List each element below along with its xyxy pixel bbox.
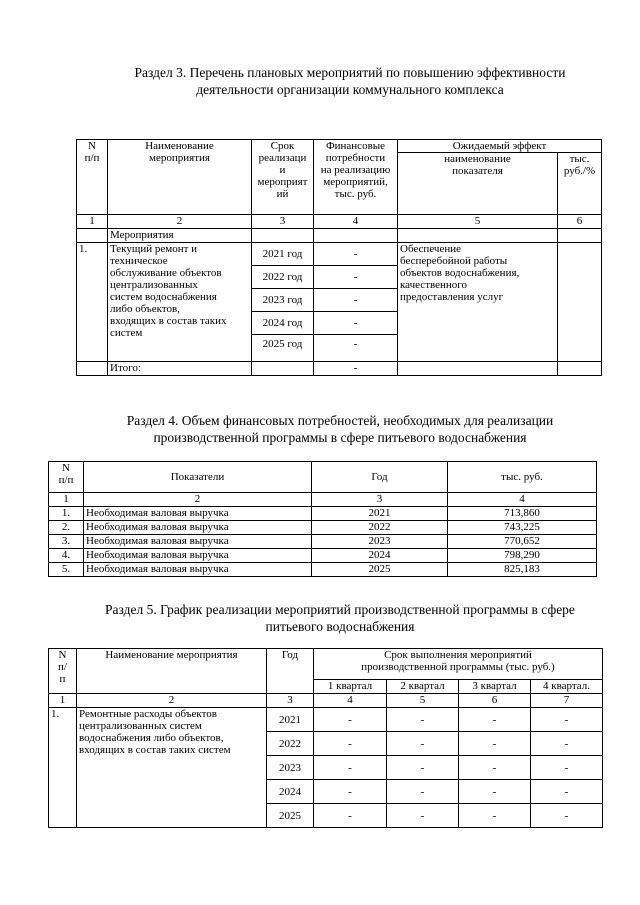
header-q2: 2 квартал: [387, 680, 459, 694]
table-row: 5. Необходимая валовая выручка 2025 825,183: [49, 563, 597, 577]
table-row: 1. Текущий ремонт и техническое обслуживание объектов централизованных систем водоснабжения либо объектов, входящих в состав таких систем 2021 год - Обеспечение бесперебойной работы объектов водоснабжения, качественного предоставления услуг: [77, 243, 602, 266]
section3-total-row: [77, 362, 602, 376]
table-row: 2022 - - - -: [49, 732, 603, 756]
table-row: 3. Необходимая валовая выручка 2023 770,652: [49, 535, 597, 549]
item-name: Ремонтные расходы объектов централизованных систем водоснабжения либо объектов, входящих в состав таких систем: [77, 708, 267, 828]
section4-header-row: [49, 462, 597, 493]
group-label: Мероприятия: [108, 229, 252, 243]
header-q3: 3 квартал: [459, 680, 531, 694]
indicator-text: Обеспечение бесперебойной работы объектов водоснабжения, качественного предоставления услуг: [398, 243, 558, 362]
header-q4: 4 квартал.: [531, 680, 603, 694]
table-row: 2025 год -: [77, 335, 602, 362]
table-row: 2025 - - - -: [49, 804, 603, 828]
header-period: Срок реализаци и мероприят ий: [252, 140, 314, 215]
section3-col-numbers: 1 2 3 4 5 6: [77, 215, 602, 229]
table-row: 2022 год -: [77, 266, 602, 289]
header-indicator: наименование показателя: [398, 153, 558, 215]
section5-header-row: [49, 649, 603, 680]
header-name: Наименование мероприятия: [77, 649, 267, 694]
header-num: N п/п: [77, 140, 108, 215]
section3-header-row: [77, 140, 602, 153]
header-q1: 1 квартал: [314, 680, 387, 694]
header-finance: Финансовые потребности на реализацию мероприятий, тыс. руб.: [314, 140, 398, 215]
section5-table: [48, 648, 603, 828]
section5-col-numbers: 1 2 3 4 5 6 7: [49, 694, 603, 708]
item-num: 1.: [77, 243, 108, 362]
section3-group-row: [77, 229, 602, 243]
header-name: Наименование мероприятия: [108, 140, 252, 215]
section3-title: Раздел 3. Перечень плановых мероприятий по повышению эффективности деятельности организации коммунального комплекса: [134, 65, 566, 97]
table-row: 2. Необходимая валовая выручка 2022 743,225: [49, 521, 597, 535]
table-row: 1. Ремонтные расходы объектов централизованных систем водоснабжения либо объектов, входящих в состав таких систем 2021 - - - -: [49, 708, 603, 732]
table-row: 2023 год -: [77, 289, 602, 312]
total-label: Итого:: [108, 362, 252, 376]
table-row: 4. Необходимая валовая выручка 2024 798,290: [49, 549, 597, 563]
header-sum: тыс. руб.: [448, 462, 597, 493]
header-num: N п/п: [49, 462, 84, 493]
header-deadline: Срок выполнения мероприятий производственной программы (тыс. руб.): [314, 649, 603, 680]
section3-table: [76, 139, 602, 376]
header-year: Год: [312, 462, 448, 493]
item-name: Текущий ремонт и техническое обслуживание объектов централизованных систем водоснабжения либо объектов, входящих в состав таких систем: [108, 243, 252, 362]
section5-title: Раздел 5. График реализации мероприятий производственной программы в сфере питьевого водоснабжения: [105, 602, 575, 634]
header-unit: тыс. руб./%: [558, 153, 602, 215]
table-row: 1. Необходимая валовая выручка 2021 713,860: [49, 507, 597, 521]
header-num: N п/ п: [49, 649, 77, 694]
section4-table: [48, 461, 597, 577]
item-num: 1.: [49, 708, 77, 828]
total-value: -: [314, 362, 398, 376]
header-indicators: Показатели: [84, 462, 312, 493]
table-row: 2024 год -: [77, 312, 602, 335]
header-year: Год: [267, 649, 314, 694]
section4-title: Раздел 4. Объем финансовых потребностей, необходимых для реализации производственной программы в сфере питьевого водоснабжения: [126, 413, 554, 445]
header-effect: Ожидаемый эффект: [398, 140, 602, 153]
section4-col-numbers: 1 2 3 4: [49, 493, 597, 507]
table-row: 2023 - - - -: [49, 756, 603, 780]
table-row: 2024 - - - -: [49, 780, 603, 804]
